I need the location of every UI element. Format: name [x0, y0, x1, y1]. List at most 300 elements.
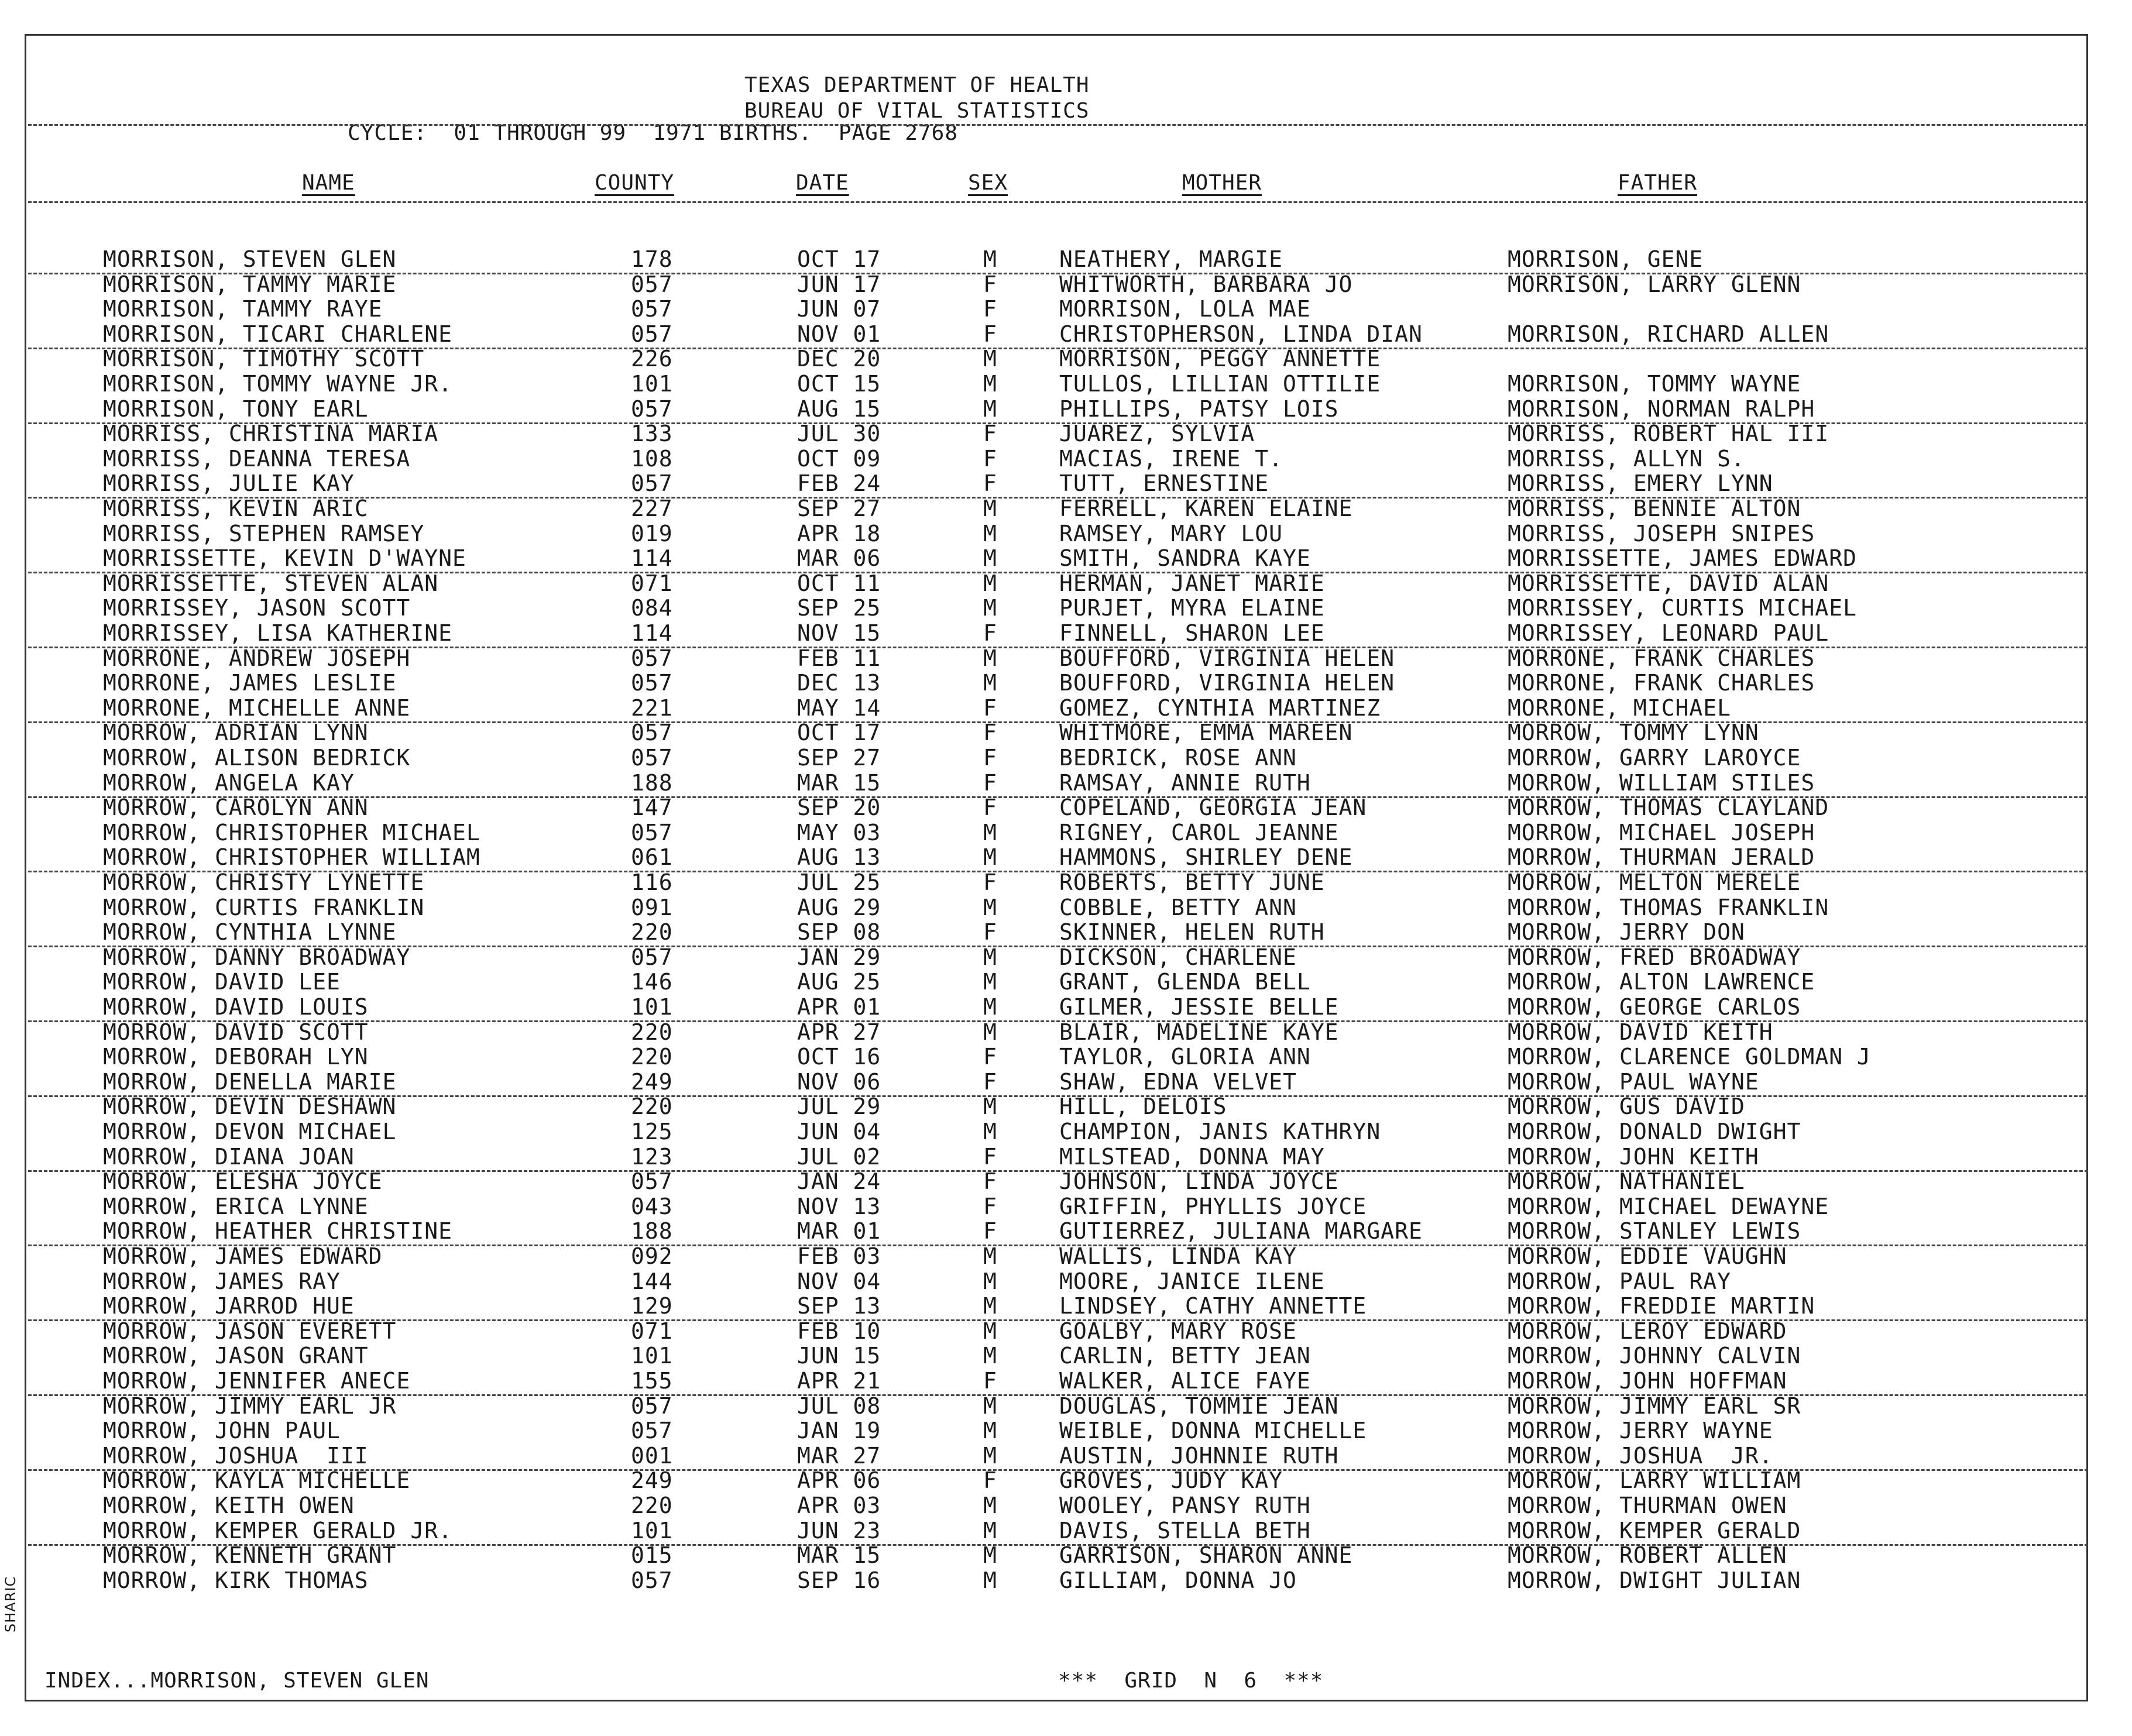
record-name: MORROW, DIANA JOAN: [103, 1143, 355, 1170]
record-name: MORRISON, TIMOTHY SCOTT: [103, 346, 425, 372]
record-county: 220: [631, 919, 673, 946]
record-father: MORRISON, NORMAN RALPH: [1508, 396, 1815, 422]
record-sex: M: [983, 645, 997, 671]
record-mother: JUAREZ, SYLVIA: [1059, 421, 1255, 447]
record-father: MORROW, GUS DAVID: [1508, 1094, 1745, 1120]
record-name: MORROW, JASON EVERETT: [103, 1318, 397, 1344]
record-name: MORROW, HEATHER CHRISTINE: [103, 1218, 452, 1245]
record-father: MORROW, THURMAN OWEN: [1508, 1493, 1787, 1518]
record-father: MORRISS, ALLYN S.: [1508, 445, 1745, 472]
col-head-date: DATE: [796, 171, 849, 195]
record-father: MORRISS, JOSEPH SNIPES: [1508, 520, 1815, 546]
record-father: MORROW, TOMMY LYNN: [1508, 720, 1759, 746]
record-mother: MILSTEAD, DONNA MAY: [1059, 1143, 1325, 1170]
record-name: MORRISON, TONY EARL: [103, 396, 369, 422]
record-date: MAY 03: [797, 819, 881, 845]
record-name: MORRISON, TAMMY MARIE: [103, 271, 397, 297]
record-sex: M: [983, 994, 997, 1020]
record-father: MORROW, JOSHUA JR.: [1508, 1442, 1773, 1469]
record-county: 057: [631, 296, 673, 322]
record-mother: MOORE, JANICE ILENE: [1059, 1268, 1325, 1294]
record-name: MORRISSETTE, KEVIN D'WAYNE: [103, 545, 466, 572]
record-sex: M: [983, 1542, 997, 1569]
record-name: MORROW, JIMMY EARL JR: [103, 1393, 397, 1419]
record-county: 057: [631, 1168, 673, 1195]
record-father: MORRISON, GENE: [1508, 246, 1704, 272]
header-divider: [28, 124, 2088, 126]
record-county: 101: [631, 1343, 673, 1369]
record-sex: F: [983, 695, 997, 721]
record-mother: BLAIR, MADELINE KAYE: [1059, 1019, 1339, 1045]
record-father: MORROW, JERRY DON: [1508, 919, 1745, 946]
record-county: 125: [631, 1119, 673, 1144]
record-mother: GOALBY, MARY ROSE: [1059, 1318, 1297, 1344]
record-date: OCT 17: [797, 246, 881, 272]
record-father: MORROW, JERRY WAYNE: [1508, 1418, 1773, 1444]
record-mother: TAYLOR, GLORIA ANN: [1059, 1044, 1311, 1070]
record-father: MORROW, KEMPER GERALD: [1508, 1517, 1801, 1544]
record-county: 114: [631, 545, 673, 572]
record-mother: ROBERTS, BETTY JUNE: [1059, 869, 1325, 895]
record-name: MORROW, JOSHUA III: [103, 1442, 369, 1469]
record-mother: COPELAND, GEORGIA JEAN: [1059, 795, 1367, 821]
record-sex: M: [983, 1442, 997, 1469]
record-mother: SMITH, SANDRA KAYE: [1059, 545, 1311, 572]
record-mother: CARLIN, BETTY JEAN: [1059, 1343, 1311, 1369]
record-father: MORROW, DWIGHT JULIAN: [1508, 1567, 1801, 1593]
record-name: MORROW, DENELLA MARIE: [103, 1068, 397, 1095]
record-date: JUN 04: [797, 1119, 881, 1144]
record-date: OCT 17: [797, 720, 881, 746]
record-mother: WHITMORE, EMMA MAREEN: [1059, 720, 1353, 746]
record-name: MORROW, DEBORAH LYN: [103, 1044, 369, 1070]
record-sex: F: [983, 1467, 997, 1494]
record-mother: WOOLEY, PANSY RUTH: [1059, 1493, 1311, 1518]
record-name: MORROW, KEMPER GERALD JR.: [103, 1517, 452, 1544]
record-date: JUL 25: [797, 869, 881, 895]
record-mother: LINDSEY, CATHY ANNETTE: [1059, 1293, 1367, 1319]
record-date: AUG 29: [797, 894, 881, 920]
record-sex: M: [983, 1343, 997, 1369]
record-county: 101: [631, 1517, 673, 1544]
record-mother: HILL, DELOIS: [1059, 1094, 1227, 1120]
record-county: 019: [631, 520, 673, 546]
record-date: OCT 11: [797, 570, 881, 596]
record-mother: RAMSEY, MARY LOU: [1059, 520, 1283, 546]
record-county: 043: [631, 1193, 673, 1219]
record-father: MORROW, PAUL RAY: [1508, 1268, 1732, 1294]
record-name: MORRISSETTE, STEVEN ALAN: [103, 570, 439, 596]
record-name: MORRISS, CHRISTINA MARIA: [103, 421, 439, 447]
record-mother: SHAW, EDNA VELVET: [1059, 1068, 1297, 1095]
record-mother: GILMER, JESSIE BELLE: [1059, 994, 1339, 1020]
record-sex: F: [983, 470, 997, 497]
record-father: MORRISS, ROBERT HAL III: [1508, 421, 1829, 447]
cycle-line: CYCLE: 01 THROUGH 99 1971 BIRTHS. PAGE 2768: [348, 121, 958, 145]
record-father: MORROW, EDDIE VAUGHN: [1508, 1243, 1787, 1269]
record-mother: MORRISON, PEGGY ANNETTE: [1059, 346, 1381, 372]
record-county: 114: [631, 620, 673, 646]
record-date: APR 18: [797, 520, 881, 546]
record-father: MORRISS, BENNIE ALTON: [1508, 496, 1801, 521]
record-county: 188: [631, 769, 673, 796]
record-county: 220: [631, 1493, 673, 1518]
record-sex: M: [983, 1268, 997, 1294]
record-county: 101: [631, 994, 673, 1020]
record-date: JUN 07: [797, 296, 881, 322]
record-county: 071: [631, 570, 673, 596]
record-name: MORROW, KAYLA MICHELLE: [103, 1467, 411, 1494]
record-name: MORROW, JASON GRANT: [103, 1343, 369, 1369]
record-date: APR 27: [797, 1019, 881, 1045]
record-date: JUN 15: [797, 1343, 881, 1369]
record-mother: RIGNEY, CAROL JEANNE: [1059, 819, 1339, 845]
record-father: MORROW, LEROY EDWARD: [1508, 1318, 1787, 1344]
record-county: 144: [631, 1268, 673, 1294]
record-name: MORROW, DEVON MICHAEL: [103, 1119, 397, 1144]
record-mother: GOMEZ, CYNTHIA MARTINEZ: [1059, 695, 1381, 721]
record-date: DEC 20: [797, 346, 881, 372]
record-father: MORRONE, FRANK CHARLES: [1508, 645, 1815, 671]
record-date: FEB 03: [797, 1243, 881, 1269]
record-father: MORRONE, FRANK CHARLES: [1508, 670, 1815, 696]
record-date: NOV 15: [797, 620, 881, 646]
record-sex: F: [983, 620, 997, 646]
record-father: MORRISSETTE, DAVID ALAN: [1508, 570, 1829, 596]
record-mother: GILLIAM, DONNA JO: [1059, 1567, 1297, 1593]
record-father: MORROW, THOMAS FRANKLIN: [1508, 894, 1829, 920]
record-name: MORROW, CHRISTOPHER WILLIAM: [103, 844, 480, 871]
record-sex: M: [983, 570, 997, 596]
record-sex: M: [983, 844, 997, 871]
record-father: MORROW, CLARENCE GOLDMAN J: [1508, 1044, 1871, 1070]
record-sex: M: [983, 1094, 997, 1120]
record-mother: GUTIERREZ, JULIANA MARGARE: [1059, 1218, 1423, 1245]
record-county: 226: [631, 346, 673, 372]
record-sex: F: [983, 795, 997, 821]
record-name: MORROW, ERICA LYNNE: [103, 1193, 369, 1219]
record-father: MORROW, DAVID KEITH: [1508, 1019, 1773, 1045]
record-name: MORROW, DEVIN DESHAWN: [103, 1094, 397, 1120]
record-father: MORROW, JOHN KEITH: [1508, 1143, 1759, 1170]
record-father: MORROW, LARRY WILLIAM: [1508, 1467, 1801, 1494]
record-county: 116: [631, 869, 673, 895]
record-date: MAR 06: [797, 545, 881, 572]
record-father: MORROW, FREDDIE MARTIN: [1508, 1293, 1815, 1319]
record-name: MORRONE, MICHELLE ANNE: [103, 695, 411, 721]
record-name: MORROW, JENNIFER ANECE: [103, 1368, 411, 1394]
record-name: MORRISS, STEPHEN RAMSEY: [103, 520, 425, 546]
record-county: 084: [631, 595, 673, 621]
record-county: 057: [631, 819, 673, 845]
record-date: AUG 25: [797, 969, 881, 995]
record-name: MORROW, CURTIS FRANKLIN: [103, 894, 425, 920]
record-date: SEP 25: [797, 595, 881, 621]
record-date: SEP 13: [797, 1293, 881, 1319]
record-county: 057: [631, 1418, 673, 1444]
record-mother: WHITWORTH, BARBARA JO: [1059, 271, 1353, 297]
record-mother: WALLIS, LINDA KAY: [1059, 1243, 1297, 1269]
record-father: MORRISON, RICHARD ALLEN: [1508, 321, 1829, 347]
record-mother: MACIAS, IRENE T.: [1059, 445, 1283, 472]
record-sex: F: [983, 1168, 997, 1195]
record-date: AUG 15: [797, 396, 881, 422]
record-sex: M: [983, 1318, 997, 1344]
record-mother: TULLOS, LILLIAN OTTILIE: [1059, 371, 1381, 397]
col-head-name: NAME: [302, 171, 355, 195]
record-father: MORROW, JOHN HOFFMAN: [1508, 1368, 1787, 1394]
record-county: 071: [631, 1318, 673, 1344]
record-sex: M: [983, 520, 997, 546]
record-date: FEB 24: [797, 470, 881, 497]
record-father: MORROW, MELTON MERELE: [1508, 869, 1801, 895]
record-county: 188: [631, 1218, 673, 1245]
record-mother: COBBLE, BETTY ANN: [1059, 894, 1297, 920]
index-label: INDEX...MORRISON, STEVEN GLEN: [44, 1669, 430, 1693]
record-sex: M: [983, 246, 997, 272]
record-name: MORRISSEY, JASON SCOTT: [103, 595, 411, 621]
record-mother: AUSTIN, JOHNNIE RUTH: [1059, 1442, 1339, 1469]
record-sex: M: [983, 819, 997, 845]
record-mother: DICKSON, CHARLENE: [1059, 944, 1297, 970]
record-date: FEB 10: [797, 1318, 881, 1344]
record-sex: F: [983, 421, 997, 447]
record-mother: WALKER, ALICE FAYE: [1059, 1368, 1311, 1394]
record-father: MORRISSEY, CURTIS MICHAEL: [1508, 595, 1857, 621]
record-date: SEP 16: [797, 1567, 881, 1593]
record-mother: PURJET, MYRA ELAINE: [1059, 595, 1325, 621]
record-mother: SKINNER, HELEN RUTH: [1059, 919, 1325, 946]
record-name: MORROW, CHRISTY LYNETTE: [103, 869, 425, 895]
record-date: JUL 08: [797, 1393, 881, 1419]
record-name: MORROW, CYNTHIA LYNNE: [103, 919, 397, 946]
record-sex: M: [983, 595, 997, 621]
record-county: 108: [631, 445, 673, 472]
record-mother: MORRISON, LOLA MAE: [1059, 296, 1311, 322]
record-date: JUN 17: [797, 271, 881, 297]
record-county: 057: [631, 944, 673, 970]
record-county: 057: [631, 745, 673, 771]
record-county: 057: [631, 321, 673, 347]
record-date: NOV 01: [797, 321, 881, 347]
record-county: 249: [631, 1467, 673, 1494]
record-father: MORRISSEY, LEONARD PAUL: [1508, 620, 1829, 646]
record-county: 147: [631, 795, 673, 821]
record-father: MORRISS, EMERY LYNN: [1508, 470, 1773, 497]
record-county: 057: [631, 1393, 673, 1419]
record-date: FEB 11: [797, 645, 881, 671]
record-sex: F: [983, 445, 997, 472]
record-sex: M: [983, 1493, 997, 1518]
record-date: SEP 08: [797, 919, 881, 946]
record-county: 061: [631, 844, 673, 871]
record-date: AUG 13: [797, 844, 881, 871]
record-sex: F: [983, 296, 997, 322]
record-sex: F: [983, 1218, 997, 1245]
record-date: SEP 27: [797, 496, 881, 521]
record-name: MORRISSEY, LISA KATHERINE: [103, 620, 452, 646]
record-date: NOV 13: [797, 1193, 881, 1219]
record-father: MORRISSETTE, JAMES EDWARD: [1508, 545, 1857, 572]
record-county: 220: [631, 1044, 673, 1070]
record-name: MORRISON, TOMMY WAYNE JR.: [103, 371, 452, 397]
record-name: MORRISON, TAMMY RAYE: [103, 296, 383, 322]
record-county: 123: [631, 1143, 673, 1170]
record-date: JAN 29: [797, 944, 881, 970]
record-father: MORRISON, TOMMY WAYNE: [1508, 371, 1801, 397]
record-mother: CHAMPION, JANIS KATHRYN: [1059, 1119, 1381, 1144]
record-date: OCT 16: [797, 1044, 881, 1070]
record-father: MORROW, DONALD DWIGHT: [1508, 1119, 1801, 1144]
record-sex: F: [983, 1044, 997, 1070]
record-sex: M: [983, 1418, 997, 1444]
agency-title: TEXAS DEPARTMENT OF HEALTH: [744, 73, 1090, 97]
record-mother: GROVES, JUDY KAY: [1059, 1467, 1283, 1494]
record-county: 057: [631, 470, 673, 497]
record-father: MORROW, MICHAEL DEWAYNE: [1508, 1193, 1829, 1219]
column-header-divider: [28, 201, 2088, 203]
record-sex: F: [983, 720, 997, 746]
record-mother: GARRISON, SHARON ANNE: [1059, 1542, 1353, 1569]
record-sex: F: [983, 919, 997, 946]
record-county: 178: [631, 246, 673, 272]
record-name: MORROW, ALISON BEDRICK: [103, 745, 411, 771]
record-county: 092: [631, 1243, 673, 1269]
record-father: MORROW, WILLIAM STILES: [1508, 769, 1815, 796]
record-sex: F: [983, 1068, 997, 1095]
record-sex: M: [983, 1517, 997, 1544]
record-date: SEP 20: [797, 795, 881, 821]
record-sex: M: [983, 496, 997, 521]
record-county: 220: [631, 1019, 673, 1045]
record-sex: M: [983, 944, 997, 970]
record-date: JUN 23: [797, 1517, 881, 1544]
record-sex: F: [983, 769, 997, 796]
record-date: SEP 27: [797, 745, 881, 771]
record-name: MORROW, ANGELA KAY: [103, 769, 355, 796]
record-mother: GRIFFIN, PHYLLIS JOYCE: [1059, 1193, 1367, 1219]
record-name: MORRISON, TICARI CHARLENE: [103, 321, 452, 347]
record-mother: BOUFFORD, VIRGINIA HELEN: [1059, 670, 1395, 696]
record-mother: JOHNSON, LINDA JOYCE: [1059, 1168, 1339, 1195]
record-county: 227: [631, 496, 673, 521]
record-county: 101: [631, 371, 673, 397]
side-tag: SHARIC: [2, 1576, 19, 1632]
record-date: MAY 14: [797, 695, 881, 721]
record-sex: M: [983, 1567, 997, 1593]
record-county: 001: [631, 1442, 673, 1469]
record-date: OCT 15: [797, 371, 881, 397]
record-name: MORROW, JARROD HUE: [103, 1293, 355, 1319]
record-sex: M: [983, 894, 997, 920]
record-name: MORROW, KEITH OWEN: [103, 1493, 355, 1518]
record-mother: HERMAN, JANET MARIE: [1059, 570, 1325, 596]
record-county: 221: [631, 695, 673, 721]
record-name: MORROW, CAROLYN ANN: [103, 795, 369, 821]
record-date: JUL 29: [797, 1094, 881, 1120]
record-county: 057: [631, 271, 673, 297]
record-date: JUL 30: [797, 421, 881, 447]
record-sex: M: [983, 1019, 997, 1045]
record-county: 091: [631, 894, 673, 920]
record-name: MORROW, DAVID LOUIS: [103, 994, 369, 1020]
record-father: MORROW, ROBERT ALLEN: [1508, 1542, 1787, 1569]
record-name: MORROW, DAVID SCOTT: [103, 1019, 369, 1045]
col-head-father: FATHER: [1618, 171, 1698, 195]
bureau-title: BUREAU OF VITAL STATISTICS: [744, 99, 1090, 123]
record-county: 057: [631, 396, 673, 422]
record-county: 133: [631, 421, 673, 447]
record-sex: M: [983, 346, 997, 372]
record-sex: M: [983, 1243, 997, 1269]
record-father: MORROW, GEORGE CARLOS: [1508, 994, 1801, 1020]
record-father: MORROW, STANLEY LEWIS: [1508, 1218, 1801, 1245]
record-date: NOV 06: [797, 1068, 881, 1095]
record-name: MORRISON, STEVEN GLEN: [103, 246, 397, 272]
record-name: MORRISS, KEVIN ARIC: [103, 496, 369, 521]
record-father: MORROW, JIMMY EARL SR: [1508, 1393, 1801, 1419]
record-father: MORROW, THOMAS CLAYLAND: [1508, 795, 1829, 821]
record-sex: M: [983, 545, 997, 572]
record-father: MORROW, MICHAEL JOSEPH: [1508, 819, 1815, 845]
record-father: MORROW, JOHNNY CALVIN: [1508, 1343, 1801, 1369]
record-sex: F: [983, 321, 997, 347]
record-sex: M: [983, 1393, 997, 1419]
record-name: MORRISS, DEANNA TERESA: [103, 445, 411, 472]
record-father: MORROW, NATHANIEL: [1508, 1168, 1745, 1195]
record-name: MORROW, KIRK THOMAS: [103, 1567, 369, 1593]
record-mother: DAVIS, STELLA BETH: [1059, 1517, 1311, 1544]
record-mother: FERRELL, KAREN ELAINE: [1059, 496, 1353, 521]
record-sex: F: [983, 1193, 997, 1219]
record-name: MORROW, ADRIAN LYNN: [103, 720, 369, 746]
record-county: 015: [631, 1542, 673, 1569]
record-father: MORROW, THURMAN JERALD: [1508, 844, 1815, 871]
record-date: JAN 19: [797, 1418, 881, 1444]
record-father: MORROW, FRED BROADWAY: [1508, 944, 1801, 970]
record-mother: BEDRICK, ROSE ANN: [1059, 745, 1297, 771]
record-name: MORROW, CHRISTOPHER MICHAEL: [103, 819, 480, 845]
record-sex: M: [983, 1119, 997, 1144]
record-date: DEC 13: [797, 670, 881, 696]
record-county: 155: [631, 1368, 673, 1394]
record-mother: TUTT, ERNESTINE: [1059, 470, 1269, 497]
record-county: 057: [631, 720, 673, 746]
record-mother: FINNELL, SHARON LEE: [1059, 620, 1325, 646]
record-date: JUL 02: [797, 1143, 881, 1170]
record-name: MORROW, JOHN PAUL: [103, 1418, 341, 1444]
record-sex: M: [983, 1293, 997, 1319]
record-date: MAR 15: [797, 769, 881, 796]
record-father: MORRISON, LARRY GLENN: [1508, 271, 1801, 297]
record-date: OCT 09: [797, 445, 881, 472]
record-date: APR 06: [797, 1467, 881, 1494]
record-county: 129: [631, 1293, 673, 1319]
record-mother: GRANT, GLENDA BELL: [1059, 969, 1311, 995]
record-sex: M: [983, 396, 997, 422]
record-county: 057: [631, 670, 673, 696]
record-sex: M: [983, 670, 997, 696]
record-county: 057: [631, 645, 673, 671]
col-head-mother: MOTHER: [1182, 171, 1262, 195]
record-sex: F: [983, 745, 997, 771]
record-name: MORROW, ELESHA JOYCE: [103, 1168, 383, 1195]
record-name: MORROW, JAMES RAY: [103, 1268, 341, 1294]
record-name: MORRONE, ANDREW JOSEPH: [103, 645, 411, 671]
record-mother: CHRISTOPHERSON, LINDA DIAN: [1059, 321, 1423, 347]
record-name: MORROW, DAVID LEE: [103, 969, 341, 995]
record-sex: M: [983, 371, 997, 397]
